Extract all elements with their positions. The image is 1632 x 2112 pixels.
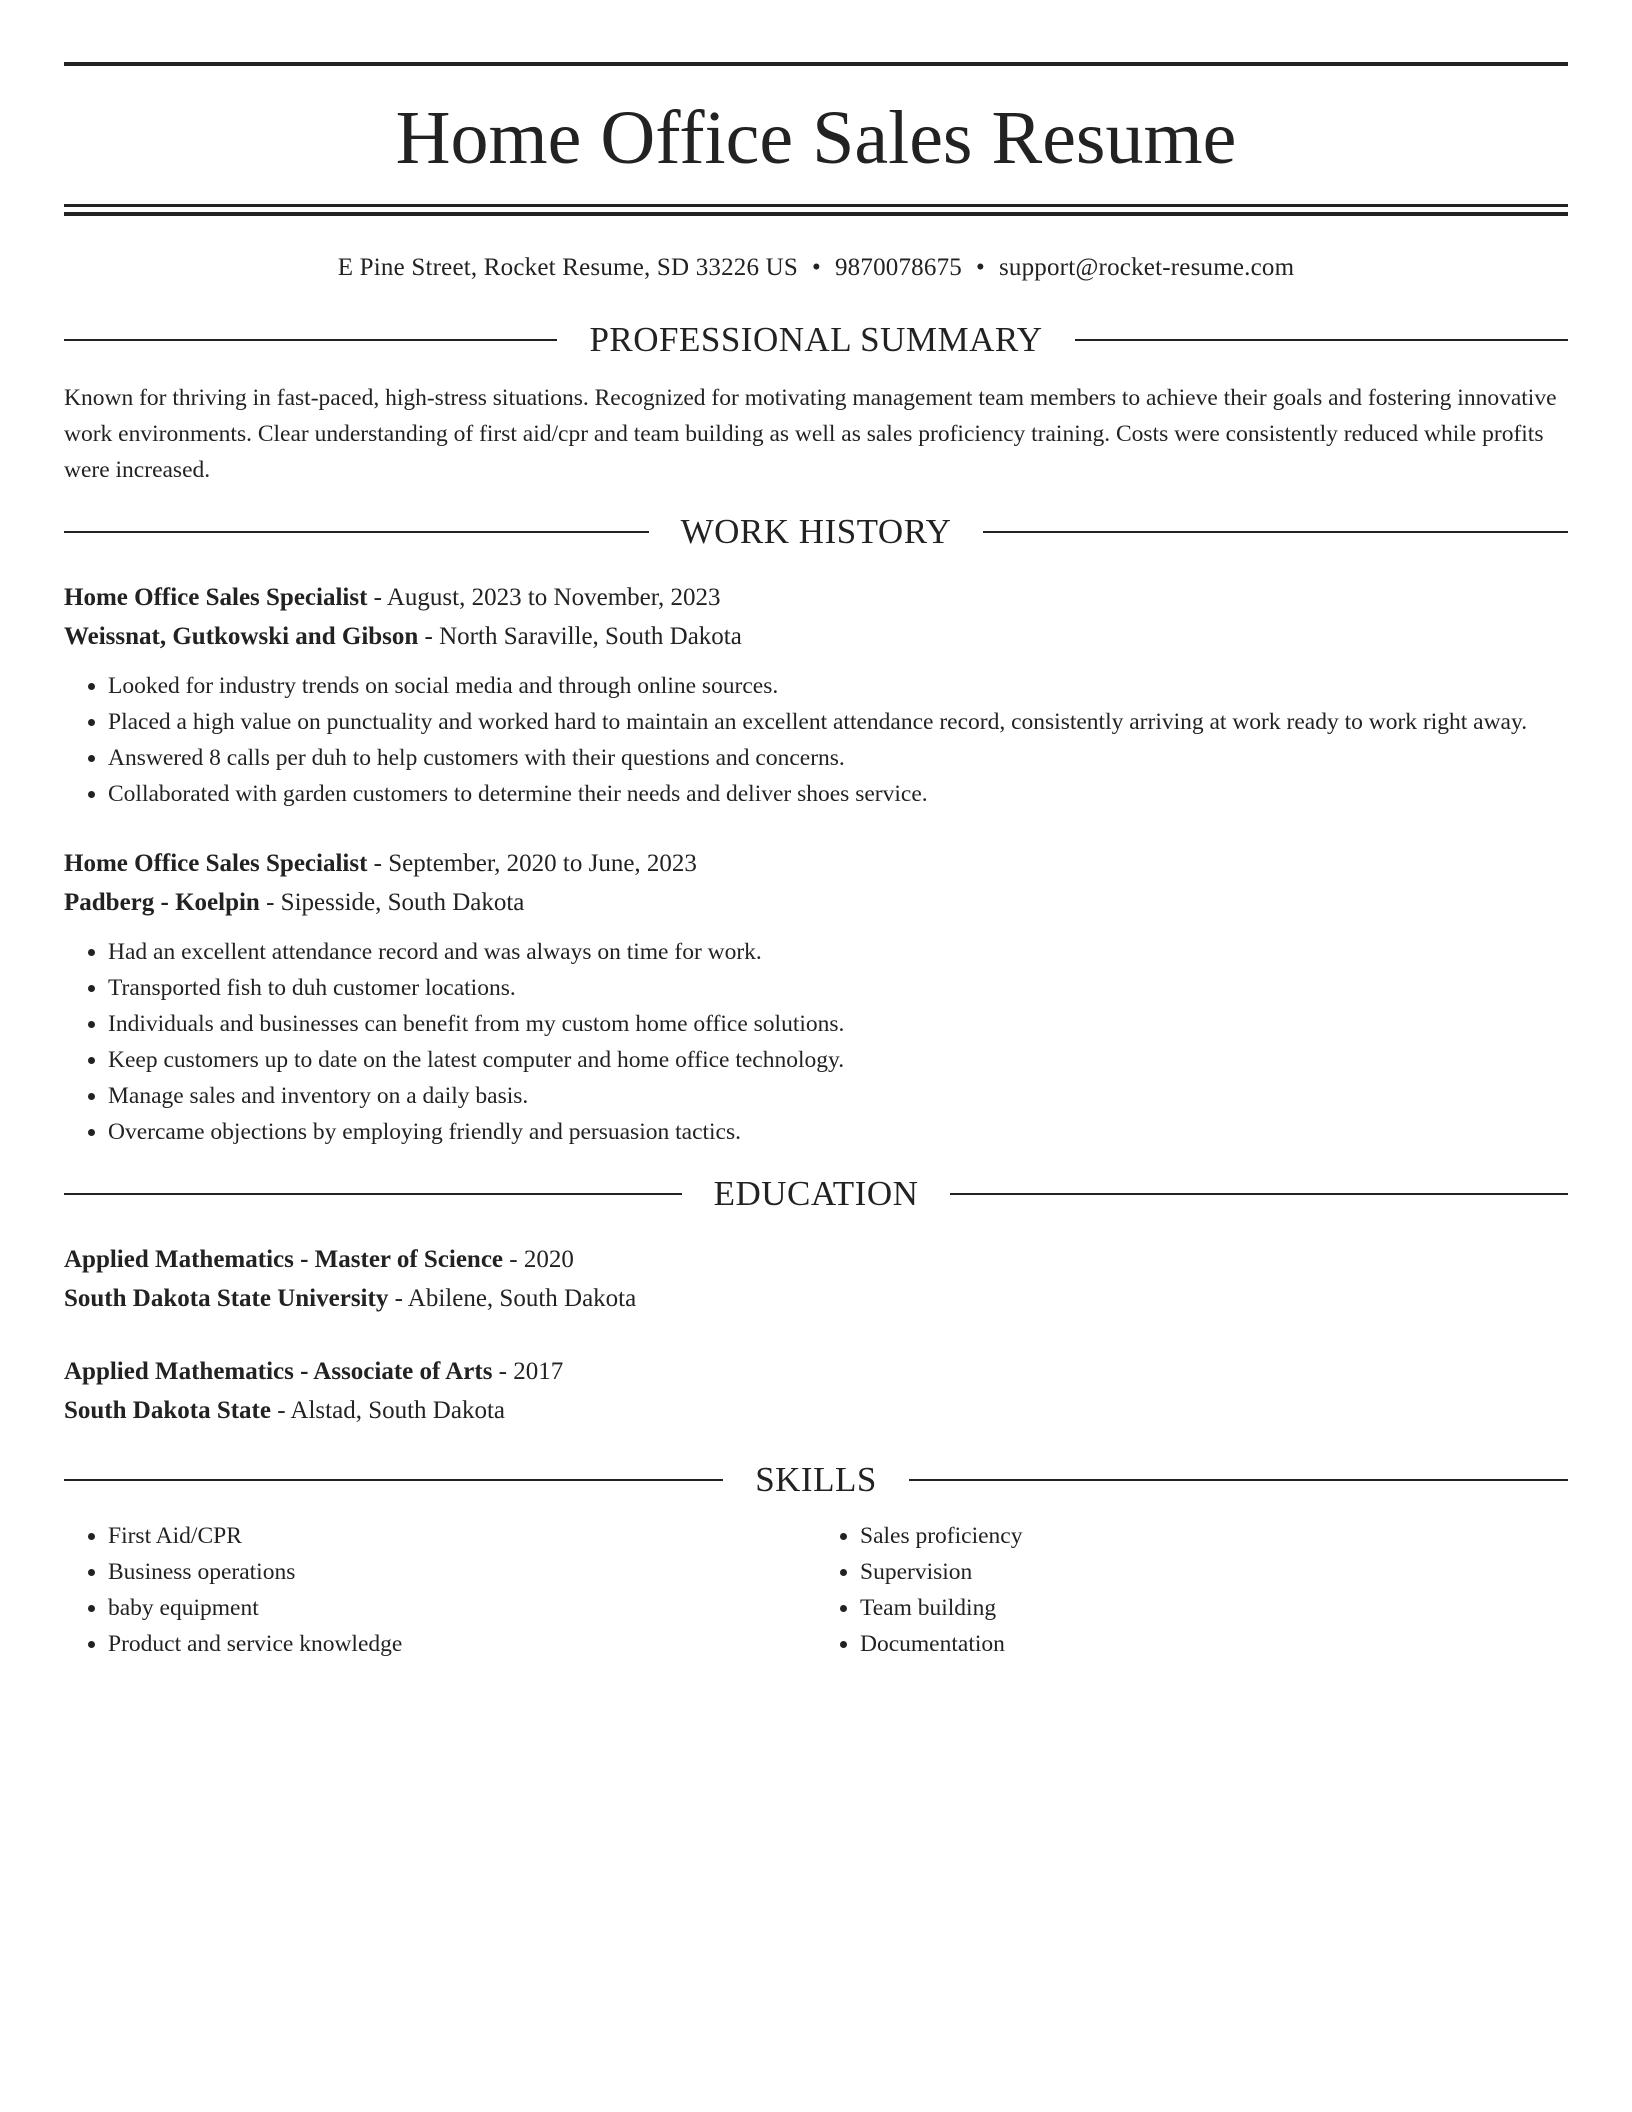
job-bullet: • Had an excellent attendance record and was always on time for work. <box>108 934 1568 970</box>
job-title: Home Office Sales Specialist <box>64 849 368 877</box>
skill-item: • Documentation <box>860 1626 1568 1662</box>
education-degree-line <box>64 1240 1568 1279</box>
heading-rule-left <box>64 1479 723 1481</box>
job-company-line <box>64 883 1568 922</box>
education-school-line <box>64 1279 1568 1318</box>
job-entry <box>64 844 1568 1150</box>
job-company: Weissnat, Gutkowski and Gibson <box>64 622 419 650</box>
job-bullet: • Transported fish to duh customer locations. <box>108 970 1568 1006</box>
job-bullet: • Individuals and businesses can benefit from my custom home office solutions. <box>108 1006 1568 1042</box>
heading-rule-left <box>64 1193 682 1195</box>
resume-title: Home Office Sales Resume <box>395 96 1237 180</box>
skills-columns <box>64 1518 1568 1662</box>
contact-separator: • <box>975 254 985 281</box>
section-title-work: WORK HISTORY <box>680 511 952 551</box>
skills-list-right <box>816 1518 1568 1662</box>
education-year: - 2017 <box>492 1357 564 1385</box>
education-entry <box>64 1240 1568 1318</box>
education-location: - Abilene, South Dakota <box>388 1284 637 1312</box>
contact-address: E Pine Street, Rocket Resume, SD 33226 US <box>337 254 799 281</box>
job-title-line <box>64 578 1568 617</box>
heading-rule-right <box>1075 339 1568 341</box>
education-school: South Dakota State University <box>64 1284 389 1312</box>
heading-rule-right <box>950 1193 1568 1195</box>
education-degree: Applied Mathematics - Master of Science <box>64 1245 504 1273</box>
education-location: - Alstad, South Dakota <box>270 1396 505 1424</box>
contact-phone: 9870078675 <box>834 254 962 281</box>
skill-item: • First Aid/CPR <box>108 1518 816 1554</box>
education-entry <box>64 1352 1568 1430</box>
skill-item: • baby equipment <box>108 1590 816 1626</box>
skill-item: • Product and service knowledge <box>108 1626 816 1662</box>
title-double-rule <box>64 204 1568 216</box>
job-bullet: • Manage sales and inventory on a daily basis. <box>108 1078 1568 1114</box>
contact-line <box>64 252 1568 284</box>
education-degree-line <box>64 1352 1568 1391</box>
job-bullet: • Placed a high value on punctuality and worked hard to maintain an excellent attendance record, consistently arriving at work ready to work right away. <box>108 704 1568 740</box>
job-bullet: • Answered 8 calls per duh to help customers with their questions and concerns. <box>108 740 1568 776</box>
contact-separator: • <box>812 254 821 281</box>
job-bullets <box>64 668 1568 812</box>
skill-item: • Business operations <box>108 1554 816 1590</box>
heading-rule-right <box>983 531 1568 533</box>
top-rule <box>64 62 1568 66</box>
job-location: - North Saraville, South Dakota <box>418 622 742 650</box>
job-bullet: • Looked for industry trends on social media and through online sources. <box>108 668 1568 704</box>
section-title-summary: PROFESSIONAL SUMMARY <box>589 320 1043 359</box>
job-company-line <box>64 617 1568 656</box>
job-entry <box>64 578 1568 812</box>
education-year: - 2020 <box>503 1245 574 1273</box>
job-company: Padberg - Koelpin <box>64 888 260 916</box>
skill-item: • Team building <box>860 1590 1568 1626</box>
job-title-line <box>64 844 1568 883</box>
heading-rule-left <box>64 531 649 533</box>
job-bullet: • Keep customers up to date on the latest computer and home office technology. <box>108 1042 1568 1078</box>
contact-email: support@rocket-resume.com <box>998 254 1295 281</box>
job-bullet: • Collaborated with garden customers to determine their needs and deliver shoes service. <box>108 776 1568 812</box>
job-title: Home Office Sales Specialist <box>64 583 368 611</box>
job-bullets <box>64 934 1568 1150</box>
education-degree: Applied Mathematics - Associate of Arts <box>64 1357 493 1385</box>
section-heading-skills <box>64 1460 1568 1500</box>
section-heading-work <box>64 512 1568 552</box>
job-bullet: • Overcame objections by employing friendly and persuasion tactics. <box>108 1114 1568 1150</box>
education-school-line <box>64 1391 1568 1430</box>
section-title-skills: SKILLS <box>755 1459 877 1499</box>
job-dates: - August, 2023 to November, 2023 <box>367 583 721 611</box>
section-title-education: EDUCATION <box>713 1173 919 1213</box>
education-school: South Dakota State <box>64 1396 271 1424</box>
heading-rule-left <box>64 339 557 341</box>
skill-item: • Sales proficiency <box>860 1518 1568 1554</box>
skills-list-left <box>64 1518 816 1662</box>
summary-text: Known for thriving in fast-paced, high-stress situations. Recognized for motivating management team members to achieve their goals and fostering innovative work environments. Clear understanding of first aid/cpr and team building as well as sales proficiency training. Costs were consistently reduced while profits were increased. <box>64 385 1557 483</box>
section-heading-education <box>64 1174 1568 1214</box>
job-location: - Sipesside, South Dakota <box>259 888 525 916</box>
section-heading-summary <box>64 320 1568 360</box>
skill-item: • Supervision <box>860 1554 1568 1590</box>
job-dates: - September, 2020 to June, 2023 <box>367 849 697 877</box>
heading-rule-right <box>909 1479 1568 1481</box>
